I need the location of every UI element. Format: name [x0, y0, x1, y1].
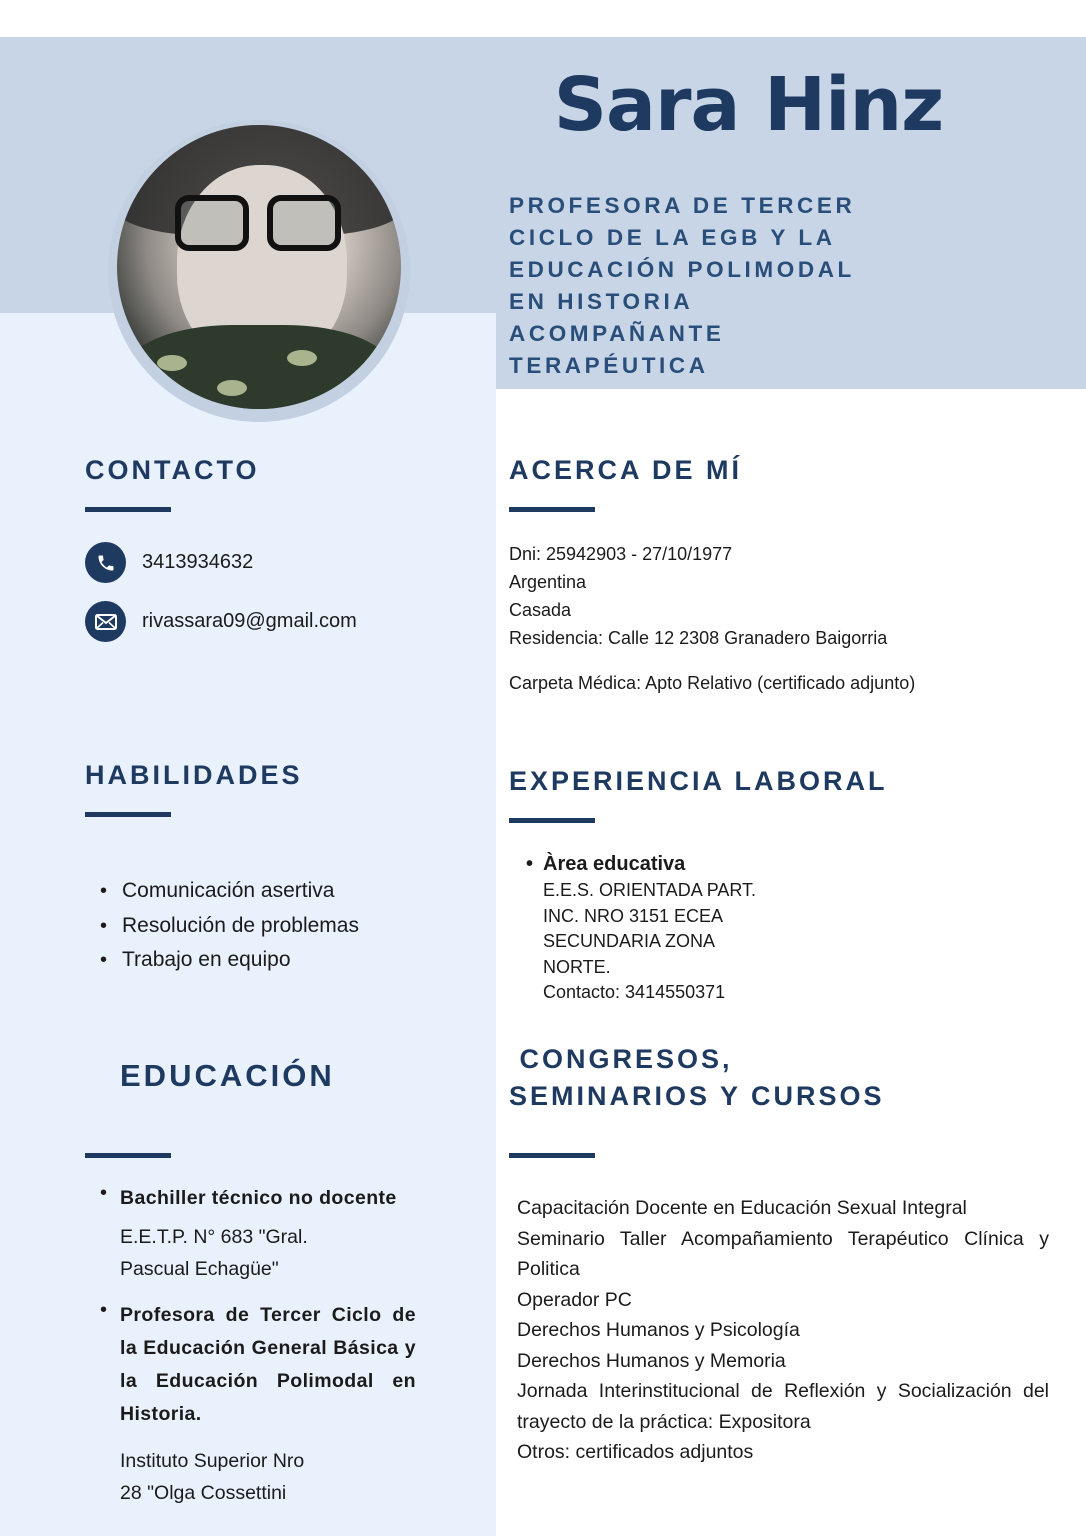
experience-divider	[509, 818, 595, 823]
list-item: Jornada Interinstitucional de Reflexión y Socialización del trayecto de la práctica: Expositora	[517, 1380, 1049, 1433]
courses-list	[517, 1193, 1049, 1468]
envelope-icon	[85, 601, 126, 642]
skills-heading: HABILIDADES	[85, 760, 303, 790]
list-item: • Resolución de problemas	[100, 909, 359, 944]
contact-email-row	[85, 601, 357, 642]
job-title: PROFESORA DE TERCER CICLO DE LA EGB Y LA EDUCACIÓN POLIMODAL EN HISTORIA ACOMPAÑANTE TERAPÉUTICA	[509, 193, 856, 378]
contact-phone-row	[85, 542, 253, 583]
experience-title: • Àrea educativa	[526, 850, 756, 878]
experience-heading: EXPERIENCIA LABORAL	[509, 766, 888, 796]
phone-number[interactable]: 3413934632	[142, 551, 254, 573]
list-item: • Profesora de Tercer Ciclo de la Educación General Básica y la Educación Polimodal en Historia. Instituto Superior Nro 28 "Olga Cossettini	[100, 1299, 416, 1509]
phone-icon	[85, 542, 126, 583]
profile-photo	[117, 125, 401, 409]
email-address[interactable]: rivassara09@gmail.com	[142, 610, 357, 632]
courses-heading: CONGRESOS, SEMINARIOS Y CURSOS	[509, 1044, 885, 1111]
about-divider	[509, 507, 595, 512]
about-text: Dni: 25942903 - 27/10/1977 Argentina Casada Residencia: Calle 12 2308 Granadero Baigorria Carpeta Médica: Apto Relativo (certificado adjunto)	[509, 540, 915, 697]
list-item: Derechos Humanos y Memoria	[517, 1349, 786, 1372]
list-item: Derechos Humanos y Psicología	[517, 1319, 800, 1341]
list-item: • Trabajo en equipo	[100, 943, 359, 978]
list-item: Capacitación Docente en Educación Sexual Integral	[517, 1197, 967, 1219]
contact-divider	[85, 507, 171, 512]
list-item: Operador PC	[517, 1288, 632, 1311]
education-title: Profesora de Tercer Ciclo de la Educación General Básica y la Educación Polimodal en Historia.	[120, 1304, 416, 1425]
experience-details: E.E.S. ORIENTADA PART. INC. NRO 3151 ECEA SECUNDARIA ZONA NORTE. Contacto: 3414550371	[543, 880, 757, 1002]
medical-note: Carpeta Médica: Apto Relativo (certificado adjunto)	[509, 673, 916, 693]
education-list	[100, 1182, 416, 1509]
education-divider	[85, 1153, 171, 1158]
education-place: E.E.T.P. N° 683 "Gral. Pascual Echagüe"	[120, 1226, 308, 1280]
about-heading: ACERCA DE MÍ	[509, 455, 743, 485]
person-name: Sara Hinz	[553, 62, 944, 148]
list-item: Otros: certificados adjuntos	[517, 1441, 754, 1463]
contact-heading: CONTACTO	[85, 455, 260, 485]
skills-divider	[85, 812, 171, 817]
list-item: Seminario Taller Acompañamiento Terapéutico Clínica y Politica	[517, 1227, 1049, 1280]
education-heading: EDUCACIÓN	[120, 1058, 335, 1093]
courses-divider	[509, 1153, 595, 1158]
education-title: Bachiller técnico no docente	[120, 1187, 397, 1209]
list-item: • Comunicación asertiva	[100, 874, 359, 909]
education-place: Instituto Superior Nro 28 "Olga Cossettini	[120, 1450, 305, 1504]
list-item: • Bachiller técnico no docente E.E.T.P. N° 683 "Gral. Pascual Echagüe"	[100, 1182, 416, 1285]
experience-item	[526, 850, 756, 1006]
skills-list	[100, 874, 359, 978]
